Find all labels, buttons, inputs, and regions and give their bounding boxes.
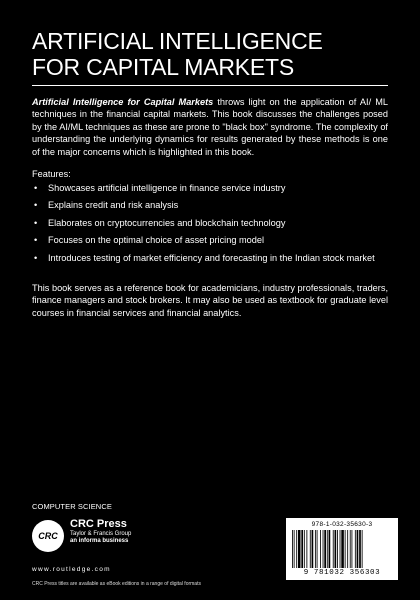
barcode-bar [345,530,346,568]
feature-text: Introduces testing of market efficiency and forecasting in the Indian stock market [48,252,375,263]
ean-digits: 9 781032 356303 [303,569,381,577]
closing-paragraph: This book serves as a reference book for academicians, industry professionals, traders, finance managers and stock brokers. It may also be used as textbook for graduate level courses in financial services and financial analytics. [32,283,388,318]
barcode-bar [315,530,316,568]
ebook-note: CRC Press titles are available as eBook editions in a range of digital formats [32,581,201,587]
barcode-bar [294,530,295,568]
publisher-group: Taylor & Francis Group [70,531,132,537]
publisher-website: www.routledge.com [32,566,111,573]
bullet-icon: • [34,217,38,228]
feature-text: Showcases artificial intelligence in finance service industry [48,183,286,193]
barcode-bar [317,530,318,568]
publisher-name: CRC Press [70,518,127,530]
isbn-number: 978-1-032-35630-3 [311,521,373,528]
features-list [32,182,388,269]
feature-item [32,199,388,211]
barcode-bar [304,530,305,568]
barcode-bar [359,530,361,568]
barcode-bar [324,530,326,568]
feature-item [32,182,388,194]
title-divider [32,85,388,86]
barcode-bar [340,530,341,568]
intro-text: throws light on the application of AI/ ML techniques in the financial capital markets. This book discusses the challenges posed by the AI/ML techniques as these are prone to "black box" syndrome. The complexity of understanding the underlying dynamics for results generated by these methods is one of the major concerns which is highlighted in this book. [32,97,388,157]
intro-paragraph [32,96,388,158]
crc-logo-text: CRC [38,531,58,541]
feature-item [32,217,388,229]
feature-text: Explains credit and risk analysis [48,200,179,211]
barcode-bar [337,530,338,568]
isbn-barcode [286,518,398,580]
intro-lead-title: Artificial Intelligence for Capital Markets [32,97,214,107]
barcode-bar [306,530,307,568]
barcode-bar [298,530,301,568]
barcode-bar [333,530,334,568]
publisher-tagline: an informa business [70,538,129,544]
crc-logo-icon [32,520,64,552]
bullet-icon: • [34,252,38,263]
feature-text: Focuses on the optimal choice of asset pricing model [48,235,265,246]
barcode-bar [312,530,314,568]
book-title [32,28,388,80]
barcode-bar [320,530,321,568]
barcode-bar [301,530,303,568]
barcode-bar [327,530,328,568]
barcode-bar [362,530,363,568]
bullet-icon: • [34,200,38,211]
book-title-line-2: FOR CAPITAL MARKETS [32,54,295,80]
barcode-bar [347,530,348,568]
book-title-line-1: ARTIFICIAL INTELLIGENCE [32,28,323,54]
barcode-bar [357,530,359,568]
barcode-bar [292,530,293,568]
bullet-icon: • [34,235,38,246]
bullet-icon: • [34,183,38,193]
barcode-bar [323,530,324,568]
barcode-bar [352,530,353,568]
barcode-bars [292,530,392,568]
feature-item [32,252,388,264]
feature-text: Elaborates on cryptocurrencies and blockchain technology [48,217,286,228]
barcode-bar [310,530,311,568]
feature-item [32,234,388,246]
features-heading: Features: [32,169,71,179]
publisher-logo-block [32,518,232,560]
barcode-bar [341,530,344,568]
barcode-bar [355,530,356,568]
subject-category: COMPUTER SCIENCE [32,502,112,511]
barcode-bar [350,530,351,568]
barcode-bar [296,530,297,568]
barcode-bar [329,530,331,568]
barcode-bar [335,530,337,568]
